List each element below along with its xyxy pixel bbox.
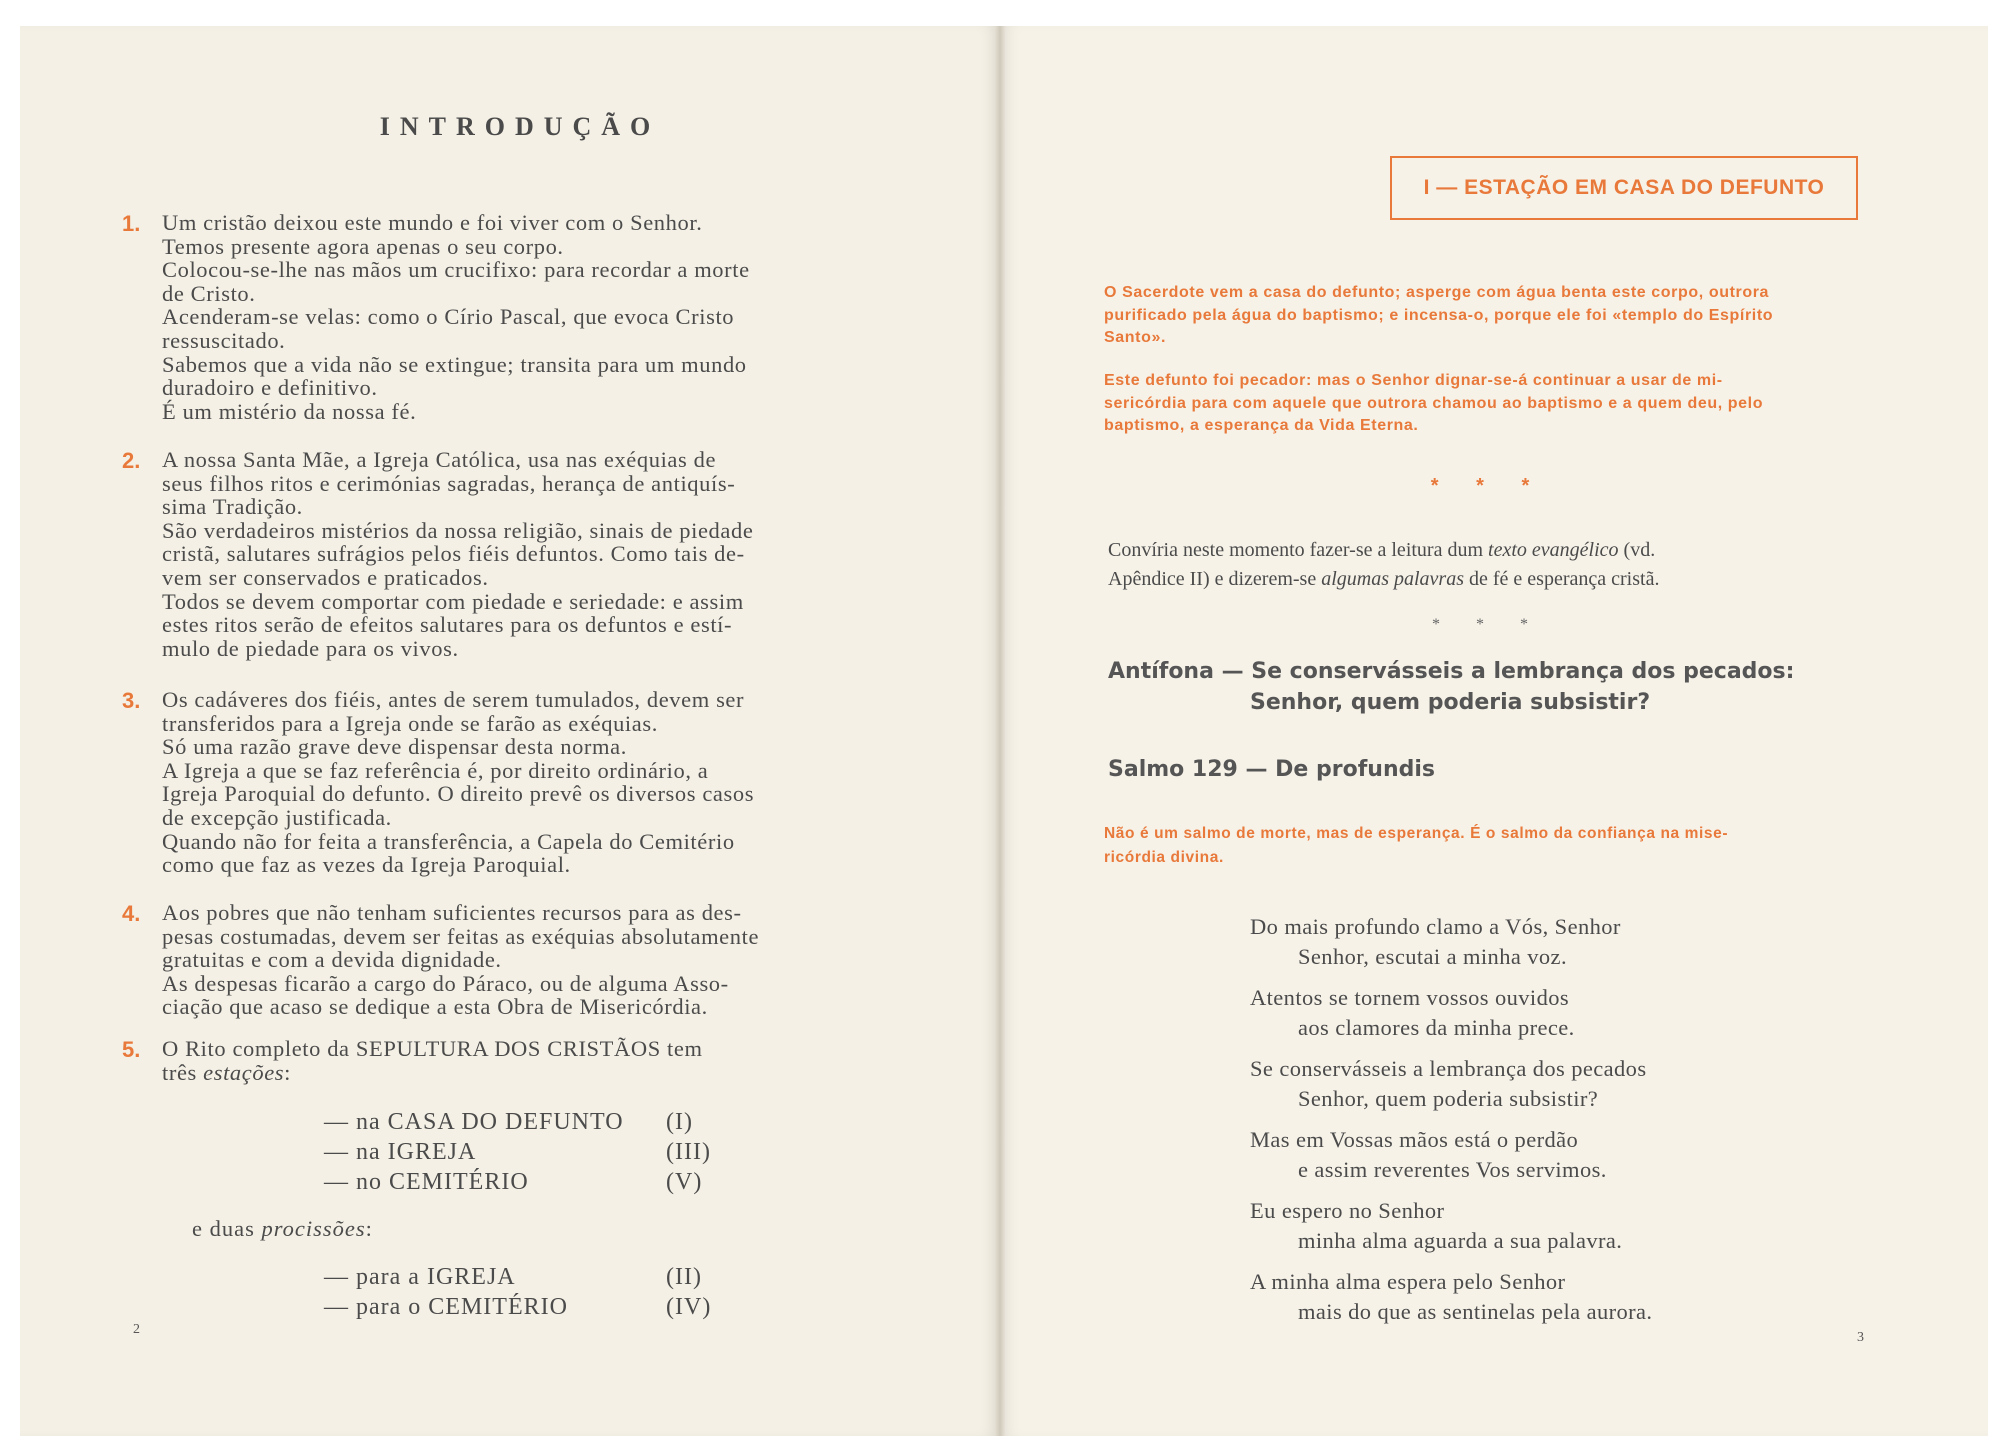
rubric-intro-2: Este defunto foi pecador: mas o Senhor dignar-se-á continuar a usar de mi- sericórdia para com aquele que outrora chamou ao baptismo e a quem deu, pelo baptismo, a esperança da Vida Eterna.	[1104, 372, 1764, 434]
psalm-verse-3: Se conservásseis a lembrança dos pecados Senhor, quem poderia subsistir?	[1250, 1056, 1647, 1111]
station-casa: — na CASA DO DEFUNTO (I)	[324, 1109, 693, 1135]
book-gutter	[995, 26, 1005, 1436]
procession-cemiterio: — para o CEMITÉRIO (IV)	[324, 1294, 712, 1320]
procession-igreja: — para a IGREJA (II)	[324, 1264, 702, 1290]
station-igreja: — na IGREJA (III)	[324, 1139, 711, 1165]
section-5-text: O Rito completo da SEPULTURA DOS CRISTÃOS tem três estações:	[162, 1036, 703, 1085]
page-title: INTRODUÇÃO	[379, 112, 661, 141]
psalm-title: Salmo 129 — De profundis	[1108, 757, 1436, 782]
section-number-3: 3.	[122, 688, 141, 713]
station-cemiterio: — no CEMITÉRIO (V)	[324, 1169, 703, 1195]
reading-note: Convíria neste momento fazer-se a leitura dum texto evangélico (vd. Apêndice II) e dizerem-se algumas palavras de fé e esperança cristã.	[1108, 539, 1660, 590]
page-number-right: 3	[1857, 1330, 1864, 1345]
section-number-2: 2.	[122, 448, 141, 473]
section-number-4: 4.	[122, 901, 141, 926]
psalm-verse-4: Mas em Vossas mãos está o perdão e assim reverentes Vos servimos.	[1250, 1127, 1607, 1182]
psalm-verse-2: Atentos se tornem vossos ouvidos aos clamores da minha prece.	[1250, 985, 1575, 1040]
psalm-verse-5: Eu espero no Senhor minha alma aguarda a sua palavra.	[1250, 1198, 1623, 1253]
section-heading-box: I — ESTAÇÃO EM CASA DO DEFUNTO	[1390, 156, 1858, 220]
processions-intro: e duas procissões:	[192, 1216, 373, 1241]
section-number-5: 5.	[122, 1037, 141, 1062]
antiphon: Antífona — Se conservásseis a lembrança dos pecados: Senhor, quem poderia subsistir?	[1108, 659, 1795, 715]
decorative-stars-grey: * * *	[1432, 616, 1544, 633]
psalm-verse-1: Do mais profundo clamo a Vós, Senhor Senhor, escutai a minha voz.	[1250, 914, 1621, 969]
section-1-text: Um cristão deixou este mundo e foi viver com o Senhor. Temos presente agora apenas o seu corpo. Colocou-se-lhe nas mãos um crucifixo: para recordar a morte de Cristo. Acenderam-se velas: como o Círio Pascal, que evoca Cristo ressuscitado. Sabemos que a vida não se extingue; transita para um mundo duradoiro e definitivo. É um mistério da nossa fé.	[162, 210, 750, 424]
psalm-verse-6: A minha alma espera pelo Senhor mais do que as sentinelas pela aurora.	[1250, 1269, 1653, 1324]
section-3-text: Os cadáveres dos fiéis, antes de serem tumulados, devem ser transferidos para a Igreja onde se farão as exéquias. Só uma razão grave deve dispensar desta norma. A Igreja a que se faz referência é, por direito ordinário, a Igreja Paroquial do defunto. O direito prevê os diversos casos de excepção justificada. Quando não for feita a transferência, a Capela do Cemitério como que faz as vezes da Igreja Paroquial.	[162, 687, 755, 878]
section-2-text: A nossa Santa Mãe, a Igreja Católica, usa nas exéquias de seus filhos ritos e cerimónias sagradas, herança de antiquís- sima Tradição. São verdadeiros mistérios da nossa religião, sinais de piedade cristã, salutares sufrágios pelos fiéis defuntos. Como tais de- vem ser conservados e praticados. Todos se devem comportar com piedade e seriedade: e assim estes ritos serão de efeitos salutares para os defuntos e estí- mulo de piedade para os vivos.	[162, 447, 754, 661]
decorative-stars-orange: * * *	[1430, 475, 1546, 497]
page-number-left: 2	[133, 1322, 140, 1337]
psalm-rubric: Não é um salmo de morte, mas de esperança. É o salmo da confiança na mise- ricórdia divina.	[1104, 825, 1729, 866]
section-number-1: 1.	[122, 211, 141, 236]
rubric-intro-1: O Sacerdote vem a casa do defunto; asperge com água benta este corpo, outrora purificado pela água do baptismo; e incensa-o, porque ele foi «templo do Espírito Santo».	[1104, 284, 1774, 346]
section-4-text: Aos pobres que não tenham suficientes recursos para as des- pesas costumadas, devem ser feitas as exéquias absolutamente gratuitas e com a devida dignidade. As despesas ficarão a cargo do Páraco, ou de alguma Asso- ciação que acaso se dedique a esta Obra de Misericórdia.	[162, 900, 760, 1020]
